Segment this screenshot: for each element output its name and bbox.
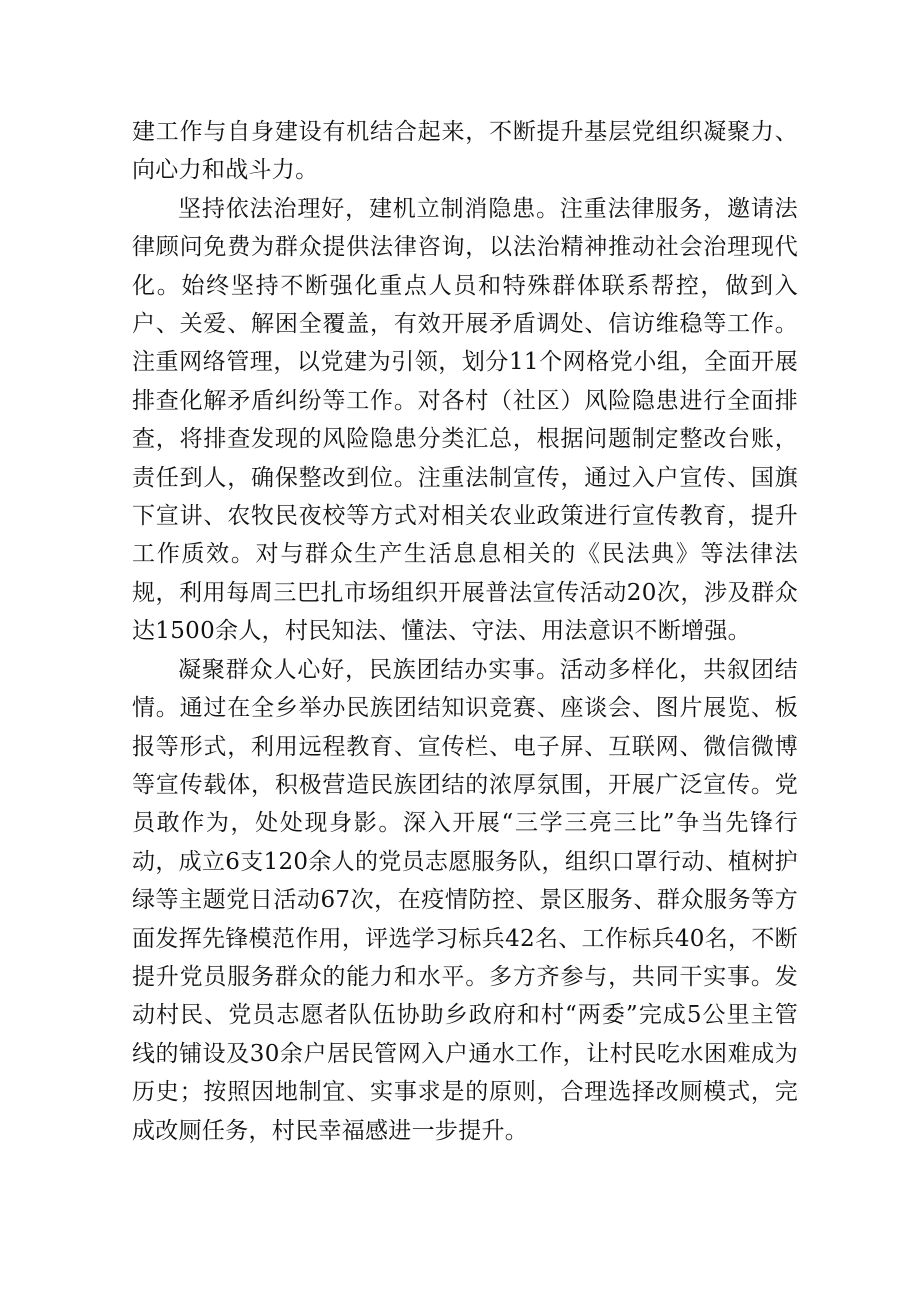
paragraph-continuation: 建工作与自身建设有机结合起来，不断提升基层党组织凝聚力、向心力和战斗力。 (132, 119, 798, 184)
paragraph-legal-governance: 坚持依法治理好，建机立制消隐患。注重法律服务，邀请法律顾问免费为群众提供法律咨询，以法治精神推动社会治理现代化。始终坚持不断强化重点人员和特殊群体联系帮控，做到入户、关爱、解困全覆盖，有效开展矛盾调处、信访维稳等工作。注重网络管理，以党建为引领，划分11个网格党小组，全面开展排查化解矛盾纠纷等工作。对各村（社区）风险隐患进行全面排查，将排查发现的风险隐患分类汇总，根据问题制定整改台账，责任到人，确保整改到位。注重法制宣传，通过入户宣传、国旗下宣讲、农牧民夜校等方式对相关农业政策进行宣传教育，提升工作质效。对与群众生产生活息息相关的《民法典》等法律法规，利用每周三巴扎市场组织开展普法宣传活动20次，涉及群众达1500余人，村民知法、懂法、守法、用法意识不断增强。 (132, 195, 798, 645)
document-body (132, 113, 798, 1150)
paragraph-ethnic-unity: 凝聚群众人心好，民族团结办实事。活动多样化，共叙团结情。通过在全乡举办民族团结知识竞赛、座谈会、图片展览、板报等形式，利用远程教育、宣传栏、电子屏、互联网、微信微博等宣传载体，积极营造民族团结的浓厚氛围，开展广泛宣传。党员敢作为，处处现身影。深入开展“三学三亮三比”争当先锋行动，成立6支120余人的党员志愿服务队，组织口罩行动、植树护绿等主题党日活动67次，在疫情防控、景区服务、群众服务等方面发挥先锋模范作用，评选学习标兵42名、工作标兵40名，不断提升党员服务群众的能力和水平。多方齐参与，共同干实事。发动村民、党员志愿者队伍协助乡政府和村“两委”完成5公里主管线的铺设及30余户居民管网入户通水工作，让村民吃水困难成为历史；按照因地制宜、实事求是的原则，合理选择改厕模式，完成改厕任务，村民幸福感进一步提升。 (132, 656, 798, 1144)
